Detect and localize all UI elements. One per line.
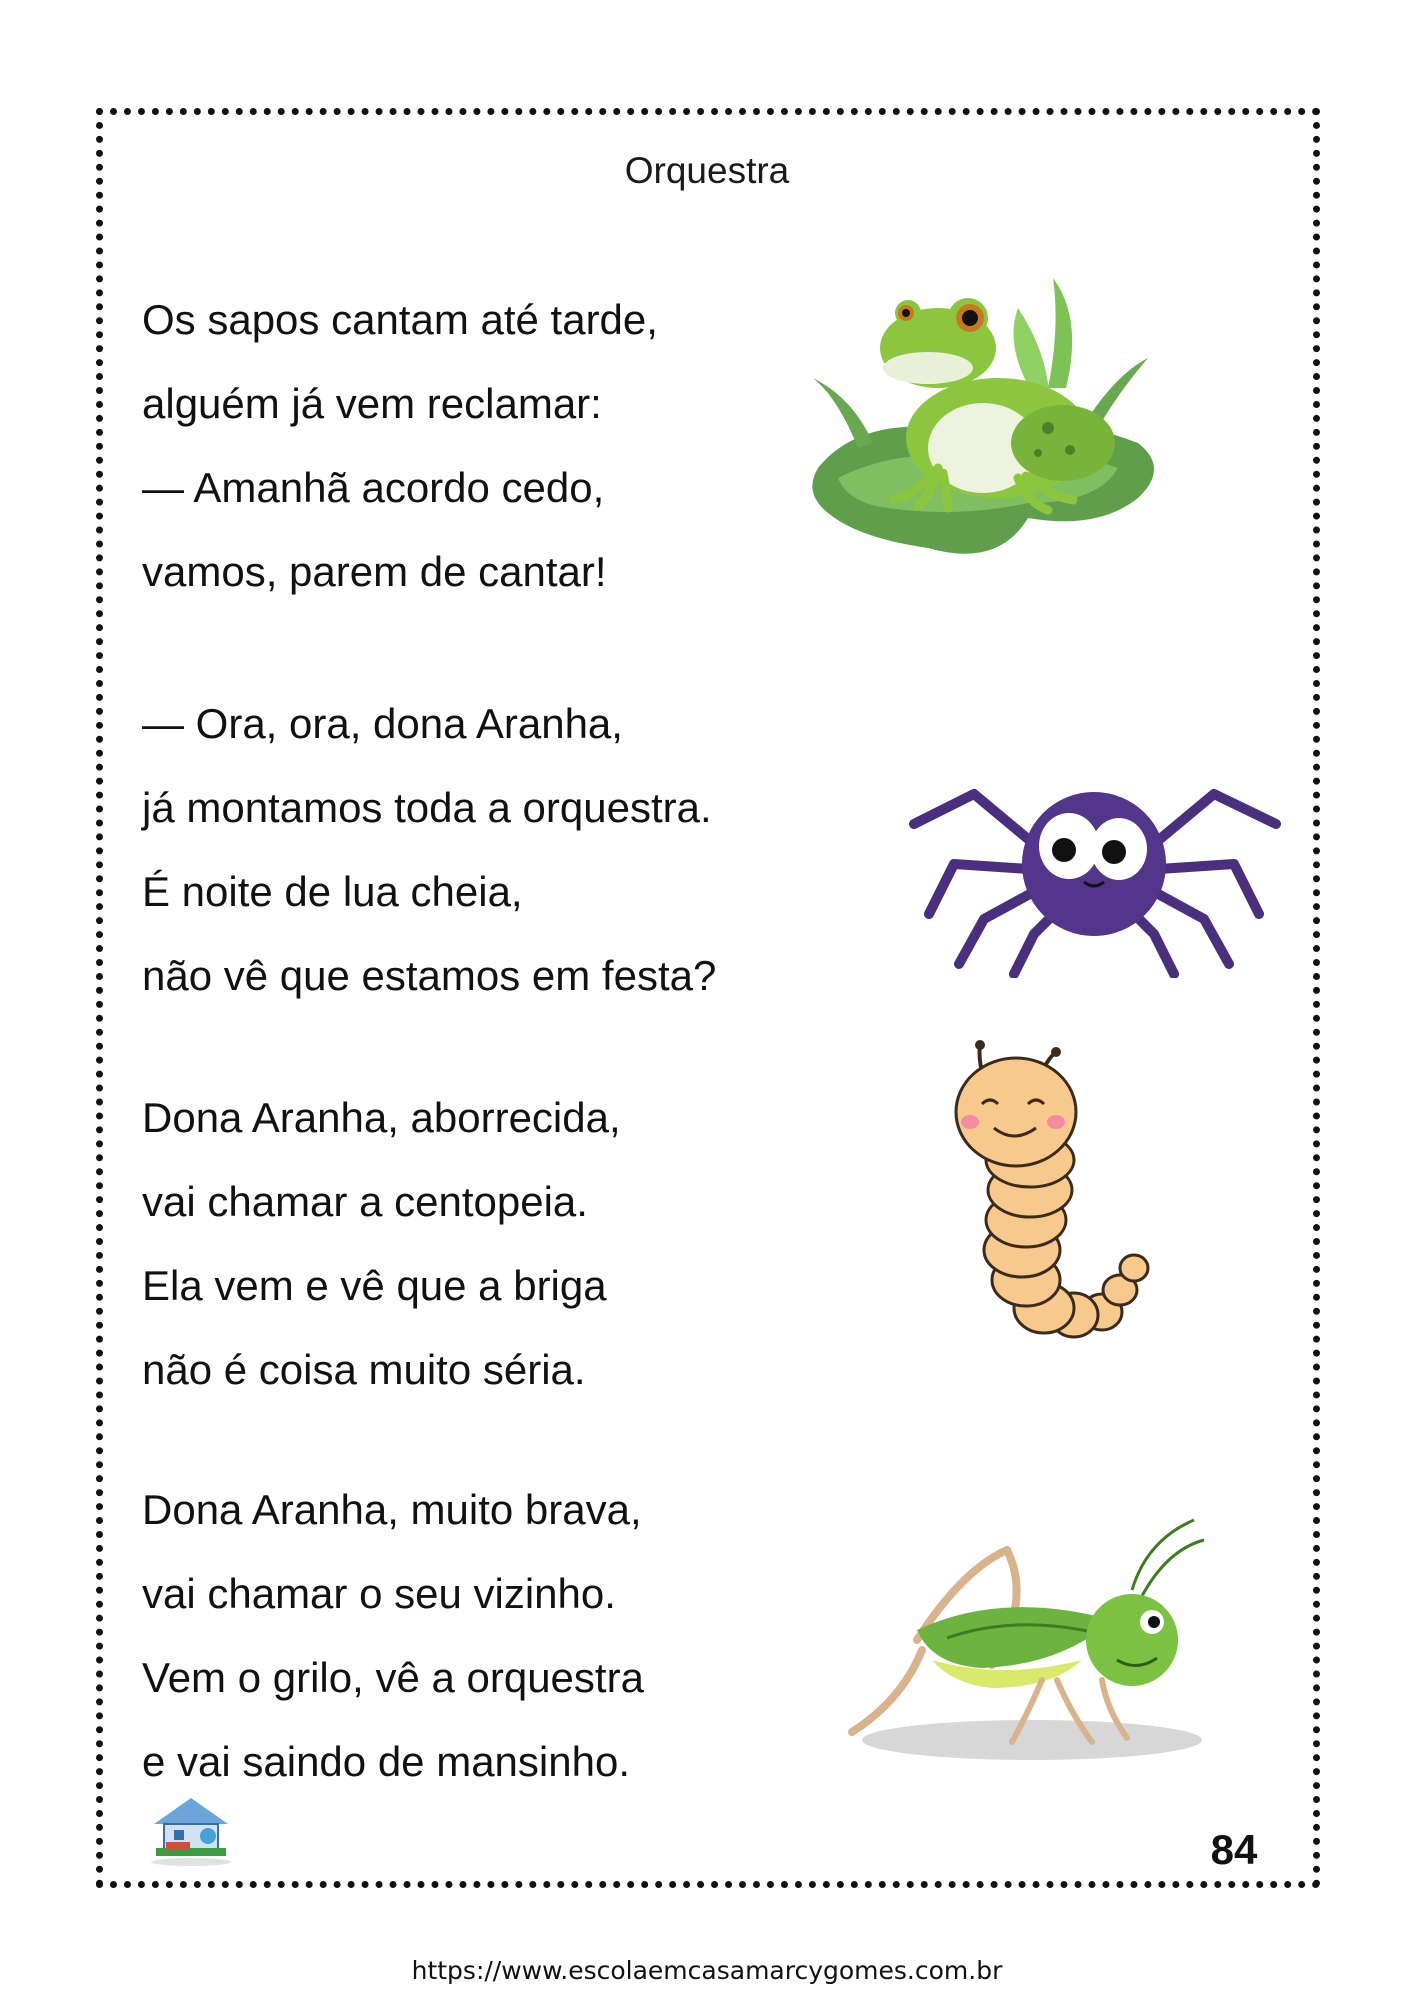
school-logo: [146, 1792, 236, 1868]
poem-line: É noite de lua cheia,: [142, 868, 523, 915]
stanza-1: [142, 278, 658, 614]
poem-line: vai chamar a centopeia.: [142, 1178, 588, 1225]
footer-url-link[interactable]: https://www.escolaemcasamarcygomes.com.br: [411, 1956, 1003, 1985]
poem-line: não vê que estamos em festa?: [142, 952, 717, 999]
poem-line: Ela vem e vê que a briga: [142, 1262, 607, 1309]
poem-line: e vai saindo de mansinho.: [142, 1738, 630, 1785]
page-number: 84: [1210, 1826, 1258, 1873]
poem-line: Vem o grilo, vê a orquestra: [142, 1654, 644, 1701]
stanza-2: [142, 682, 716, 1018]
poem-line: — Ora, ora, dona Aranha,: [142, 700, 623, 747]
poem-line: vai chamar o seu vizinho.: [142, 1570, 616, 1617]
poem-line: alguém já vem reclamar:: [142, 380, 602, 427]
poem-line: já montamos toda a orquestra.: [142, 784, 712, 831]
poem-title: Orquestra: [624, 150, 790, 191]
stanza-4: [142, 1468, 644, 1804]
frog-illustration: [798, 268, 1172, 568]
stanza-3: [142, 1076, 621, 1412]
centipede-illustration: [944, 1040, 1164, 1348]
poem-line: não é coisa muito séria.: [142, 1346, 586, 1393]
poem-line: Dona Aranha, aborrecida,: [142, 1094, 621, 1141]
poem-line: Dona Aranha, muito brava,: [142, 1486, 642, 1533]
poem-line: Os sapos cantam até tarde,: [142, 296, 658, 343]
poem-line: vamos, parem de cantar!: [142, 548, 607, 595]
spider-illustration: [904, 764, 1284, 978]
cricket-illustration: [842, 1510, 1212, 1778]
poem-line: — Amanhã acordo cedo,: [142, 464, 605, 511]
